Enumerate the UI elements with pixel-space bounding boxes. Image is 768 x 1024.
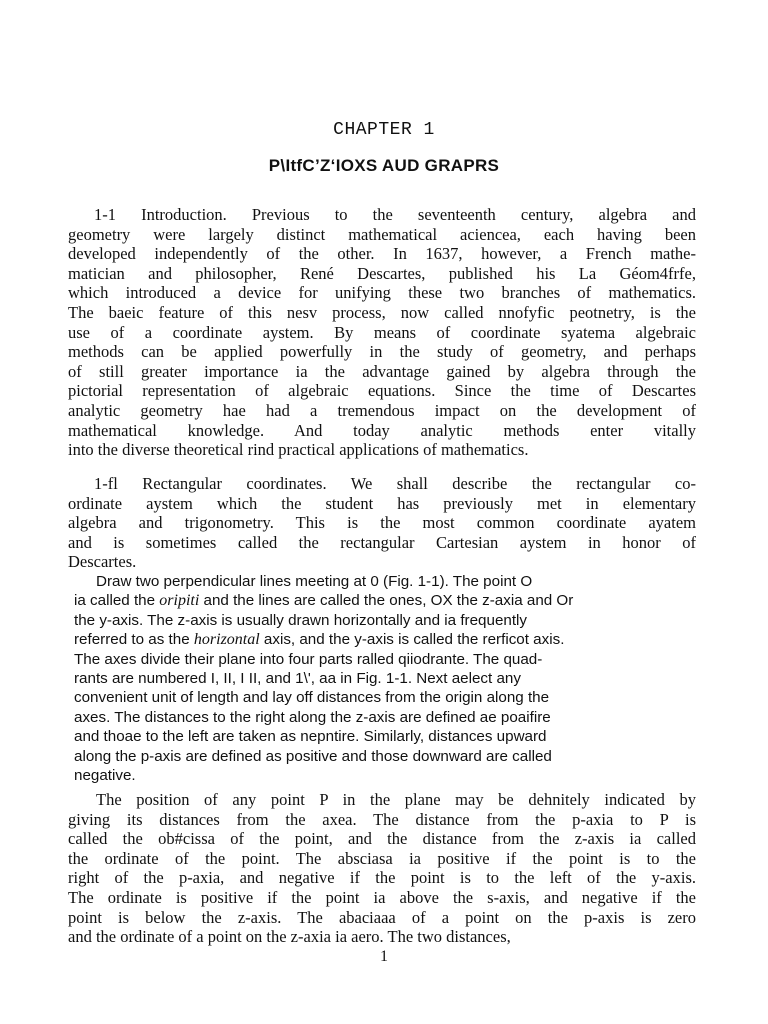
text-line: right of the p-axia, and negative if the point is to the left of the y-axis.: [68, 868, 696, 888]
paragraph-rectangular-coordinates: [68, 474, 696, 572]
page-number: 1: [380, 948, 388, 965]
italic-term: oripiti: [159, 592, 200, 610]
text-line: which introduced a device for unifying these two branches of mathematics.: [68, 283, 696, 303]
paragraph-axes: [74, 572, 690, 785]
text-line: geometry were largely distinct mathematical aciencea, each having been: [68, 224, 696, 244]
chapter-title: P\ItfC’Z‘IOXS AUD GRAPRS: [268, 156, 500, 175]
text-line: methods can be applied powerfully in the study of geometry, and perhaps: [68, 342, 696, 362]
paragraph-introduction: [68, 205, 696, 460]
text-line: 1-fl Rectangular coordinates. We shall describe the rectangular co-: [94, 474, 696, 493]
text-line: of still greater importance ia the advantage gained by algebra through the: [68, 361, 696, 381]
text-line: analytic geometry hae had a tremendous impact on the development of: [68, 400, 696, 420]
text-line: point is below the z-axis. The abaciaaa of a point on the p-axis is zero: [68, 907, 696, 927]
text-line: referred to as the horizontal axis, and the y-axis is called the rerficot axis.: [74, 631, 565, 649]
italic-term: horizontal: [193, 631, 260, 649]
text-line: negative.: [74, 767, 136, 785]
text-line: convenient unit of length and lay off distances from the origin along the: [74, 689, 550, 707]
text-line: called the ob#cissa of the point, and the distance from the z-axis ia called: [68, 829, 696, 849]
text-line: Descartes.: [68, 552, 137, 572]
text-line: and thoae to the left are taken as nepntire. Similarly, distances upward: [74, 728, 547, 746]
text-line: The axes divide their plane into four parts ralled qiiodrante. The quad-: [74, 650, 543, 668]
chapter-label: CHAPTER 1: [333, 120, 435, 140]
text-line: giving its distances from the axea. The distance from the p-axia to P is: [68, 809, 696, 829]
text-line: and the ordinate of a point on the z-axia ia aero. The two distances,: [68, 927, 511, 947]
text-line: The position of any point P in the plane may be dehnitely indicated by: [96, 790, 696, 809]
text-line: The baeic feature of this nesv process, now called nnofyfic peotnetry, is the: [68, 302, 696, 322]
paragraph-point-position: [68, 790, 696, 947]
text-line: developed independently of the other. In 1637, however, a French mathe-: [68, 244, 696, 264]
text-line: mathematical knowledge. And today analytic methods enter vitally: [68, 420, 696, 440]
text-line: into the diverse theoretical rind practical applications of mathematics.: [68, 440, 529, 460]
text-line: rants are numbered I, II, I II, and 1\', aa in Fig. 1-1. Next aelect any: [74, 670, 521, 688]
text-line: 1-1 Introduction. Previous to the seventeenth century, algebra and: [94, 205, 696, 224]
text-line: ordinate aystem which the student has previously met in elementary: [68, 493, 696, 513]
text-line: matician and philosopher, René Descartes, published his La Géom4frfe,: [68, 263, 696, 283]
text-line: algebra and trigonometry. This is the most common coordinate ayatem: [68, 513, 696, 533]
text-line: along the p-axis are defined as positive and those downward are called: [74, 747, 552, 765]
text-line: axes. The distances to the right along the z-axis are defined ae poaifire: [74, 708, 551, 726]
text-line: The ordinate is positive if the point ia above the s-axis, and negative if the: [68, 887, 696, 907]
text-line: Draw two perpendicular lines meeting at 0 (Fig. 1-1). The point O: [96, 573, 533, 590]
text-line: and is sometimes called the rectangular Cartesian aystem in honor of: [68, 532, 696, 552]
text-line: the ordinate of the point. The absciasa ia positive if the point is to the: [68, 848, 696, 868]
text-line: pictorial representation of algebraic equations. Since the time of Descartes: [68, 381, 696, 401]
text-line: ia called the oripiti and the lines are called the ones, OX the z-axia and Or: [74, 592, 574, 610]
text-line: use of a coordinate aystem. By means of coordinate syatema algebraic: [68, 322, 696, 342]
text-line: the y-axis. The z-axis is usually drawn horizontally and ia frequently: [74, 611, 528, 629]
